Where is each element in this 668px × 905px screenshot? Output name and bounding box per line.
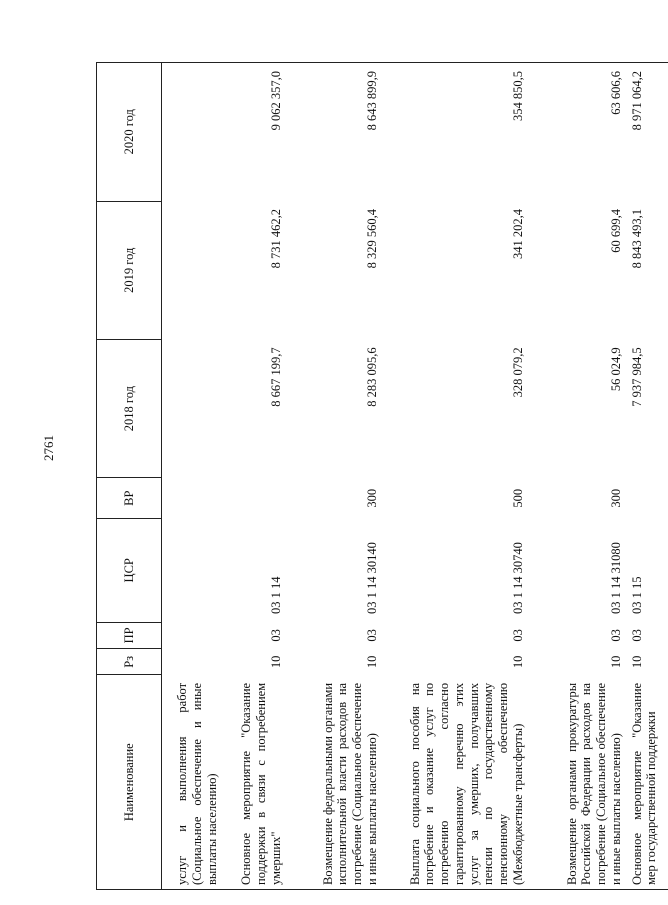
row-2020	[162, 63, 222, 202]
header-csr: ЦСР	[97, 519, 162, 622]
row-csr: 03 1 14	[268, 576, 283, 615]
row-rz: 10	[629, 655, 644, 669]
header-2019: 2019 год	[97, 201, 162, 339]
table-row	[528, 63, 626, 890]
table-header-row	[97, 63, 162, 890]
row-vr	[626, 478, 668, 519]
header-vr: ВР	[97, 478, 162, 519]
row-2018	[162, 339, 222, 477]
header-2018: 2018 год	[97, 339, 162, 477]
row-rz: 10	[364, 655, 379, 669]
table-row	[286, 63, 382, 890]
row-vr: 300	[364, 488, 379, 508]
row-2020: 9 062 357,0	[222, 63, 286, 202]
table-row	[162, 63, 222, 890]
row-vr: 300	[608, 488, 623, 508]
row-2019: 60 699,4	[608, 209, 623, 253]
row-2018: 7 937 984,5	[629, 347, 644, 407]
row-name: Основное мероприятие "Оказание поддержки в связи с погребением умерших"	[222, 675, 286, 890]
row-name: Основное мероприятие "Оказание мер государственной поддержки	[626, 675, 668, 890]
row-vr: 500	[510, 488, 525, 508]
row-name: Возмещение органами прокуратуры Российской Федерации расходов на погребение (Социальное обеспечение и иные выплаты населению)	[528, 675, 626, 890]
row-2020: 8 971 064,2	[626, 63, 668, 202]
row-2018: 56 024,9	[608, 347, 623, 392]
row-name: услуг и выполнения работ (Социальное обеспечение и иные выплаты населению)	[162, 675, 222, 890]
row-2019: 8 731 462,2	[268, 209, 283, 269]
row-name: Возмещение федеральными органами исполнительной власти расходов на погребение (Социальное обеспечение и иные выплаты населению)	[286, 675, 382, 890]
header-name: Наименование	[97, 675, 162, 890]
row-pr: 03	[510, 629, 525, 642]
row-2018: 8 283 095,6	[364, 347, 379, 407]
table-row	[626, 63, 668, 890]
row-pr: 03	[268, 629, 283, 642]
row-rz: 10	[268, 655, 283, 669]
row-rz: 10	[510, 655, 525, 669]
row-pr	[162, 622, 222, 649]
rotated-page	[96, 62, 659, 890]
row-rz	[162, 649, 222, 675]
row-vr	[222, 478, 286, 519]
row-2019: 341 202,4	[510, 209, 525, 260]
row-2019	[162, 201, 222, 339]
page-number: 2761	[41, 435, 56, 461]
row-csr: 03 1 14 31080	[608, 542, 623, 615]
table-row	[382, 63, 528, 890]
row-vr	[162, 478, 222, 519]
budget-table	[96, 62, 668, 890]
row-2018: 328 079,2	[510, 347, 525, 398]
row-csr: 03 1 15	[629, 576, 644, 615]
header-2020: 2020 год	[97, 63, 162, 202]
row-2020: 63 606,6	[528, 63, 626, 202]
row-csr: 03 1 14 30740	[510, 542, 525, 615]
row-2019: 8 329 560,4	[364, 209, 379, 269]
row-pr: 03	[608, 629, 623, 642]
row-pr: 03	[629, 629, 644, 642]
table-row	[222, 63, 286, 890]
row-csr	[162, 519, 222, 622]
row-name: Выплата социального пособия на погребение и оказание услуг по погребению согласно гарантированному перечню этих услуг за умерших, получавших пенсии по государственному пенсионному обеспечению (Межбюджетные трансферты)	[382, 675, 528, 890]
row-2020: 8 643 899,9	[286, 63, 382, 202]
row-2019: 8 843 493,1	[629, 209, 644, 269]
row-2020: 354 850,5	[382, 63, 528, 202]
row-2018: 8 667 199,7	[268, 347, 283, 407]
header-rz: Рз	[97, 649, 162, 675]
header-pr: ПР	[97, 622, 162, 649]
row-rz: 10	[608, 655, 623, 669]
row-csr: 03 1 14 30140	[364, 542, 379, 615]
row-pr: 03	[364, 629, 379, 642]
